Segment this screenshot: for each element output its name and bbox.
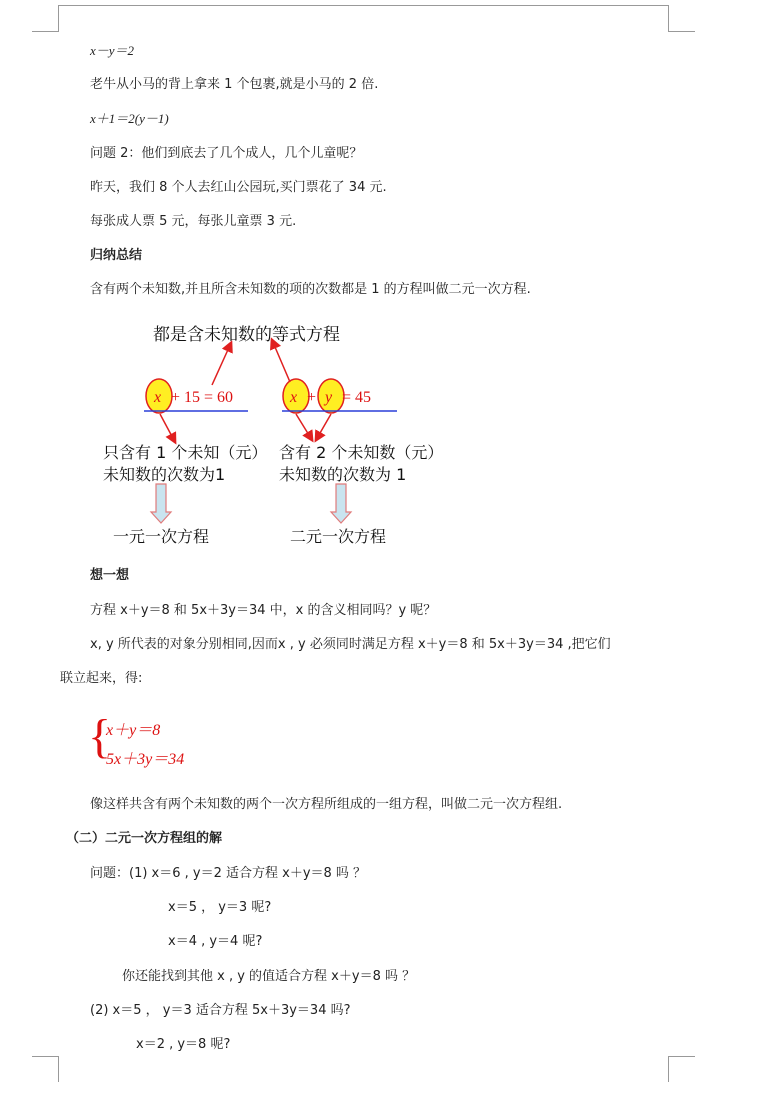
eq-right-x: x: [290, 389, 298, 406]
block-arrow-right: [331, 484, 351, 523]
eq-right-y: y: [325, 389, 333, 406]
eq-left-rest: + 15 = 60: [171, 389, 234, 406]
equation-diagram: [0, 310, 759, 550]
right-result: 二元一次方程: [290, 527, 387, 546]
left-description-1: 只含有 1 个未知（元）: [103, 443, 268, 462]
crop-mark: [32, 1056, 59, 1057]
arrow-down-left: [160, 414, 175, 442]
text-line: 老牛从小马的背上拿来 1 个包裹,就是小马的 2 倍.: [90, 77, 379, 92]
right-description-2: 未知数的次数为 1: [279, 465, 407, 484]
arrow-down-right-b: [316, 414, 331, 440]
question-line: x＝5 ， y＝3 呢?: [168, 900, 272, 915]
crop-mark: [59, 5, 668, 6]
block-arrow-left: [151, 484, 171, 523]
question-line: x＝2 , y＝8 呢?: [136, 1037, 231, 1052]
definition-line: 含有两个未知数,并且所含未知数的项的次数都是 1 的方程叫做二元一次方程.: [90, 282, 531, 297]
right-description-1: 含有 2 个未知数（元）: [279, 443, 444, 462]
question-line: 问题：(1) x＝6 , y＝2 适合方程 x＋y＝8 吗 ？: [90, 866, 367, 881]
equation-line: x－y＝2: [90, 43, 135, 58]
crop-mark: [668, 31, 695, 32]
question-line: 你还能找到其他 x , y 的值适合方程 x＋y＝8 吗 ？: [122, 969, 416, 984]
system-equation-1: x＋y＝8: [106, 722, 161, 739]
section-heading: 归纳总结: [90, 248, 143, 263]
crop-mark: [58, 1056, 59, 1082]
question-line: (2) x＝5 ， y＝3 适合方程 5x＋3y＝34 吗?: [90, 1003, 351, 1018]
question-line: x＝4 , y＝4 呢?: [168, 934, 263, 949]
question-line: 方程 x＋y＝8 和 5x＋3y＝34 中，x 的含义相同吗？y 呢？: [90, 603, 437, 618]
arrow-up-left: [212, 343, 231, 385]
definition-line: 像这样共含有两个未知数的两个一次方程所组成的一组方程，叫做二元一次方程组.: [90, 797, 563, 812]
text-line: x, y 所代表的对象分别相同,因而x , y 必须同时满足方程 x＋y＝8 和 5x＋3y＝34 ,把它们: [90, 637, 611, 652]
text-line: 昨天，我们 8 个人去红山公园玩,买门票花了 34 元.: [90, 180, 387, 195]
crop-mark: [668, 5, 669, 32]
eq-right-plus: +: [307, 389, 317, 406]
system-brace: {: [88, 710, 112, 763]
left-description-2: 未知数的次数为1: [103, 465, 226, 484]
left-result: 一元一次方程: [113, 527, 210, 546]
arrow-up-right: [272, 340, 290, 382]
text-line: 问题 2：他们到底去了几个成人，几个儿童呢？: [90, 146, 363, 161]
eq-left-var: x: [154, 389, 162, 406]
diagram-top-label: 都是含未知数的等式方程: [153, 325, 340, 345]
crop-mark: [668, 1056, 669, 1082]
text-line: 每张成人票 5 元，每张儿童票 3 元.: [90, 214, 297, 229]
system-equation-2: 5x＋3y＝34: [106, 751, 185, 768]
crop-mark: [32, 31, 59, 32]
section-heading: （二）二元一次方程组的解: [66, 831, 223, 846]
crop-mark: [58, 5, 59, 32]
eq-right-rest: = 45: [342, 389, 372, 406]
arrow-down-right-a: [296, 414, 312, 440]
section-heading: 想一想: [90, 568, 130, 583]
text-line: 联立起来，得:: [60, 671, 143, 686]
equation-line: x＋1＝2(y－1): [90, 111, 169, 126]
crop-mark: [668, 1056, 695, 1057]
